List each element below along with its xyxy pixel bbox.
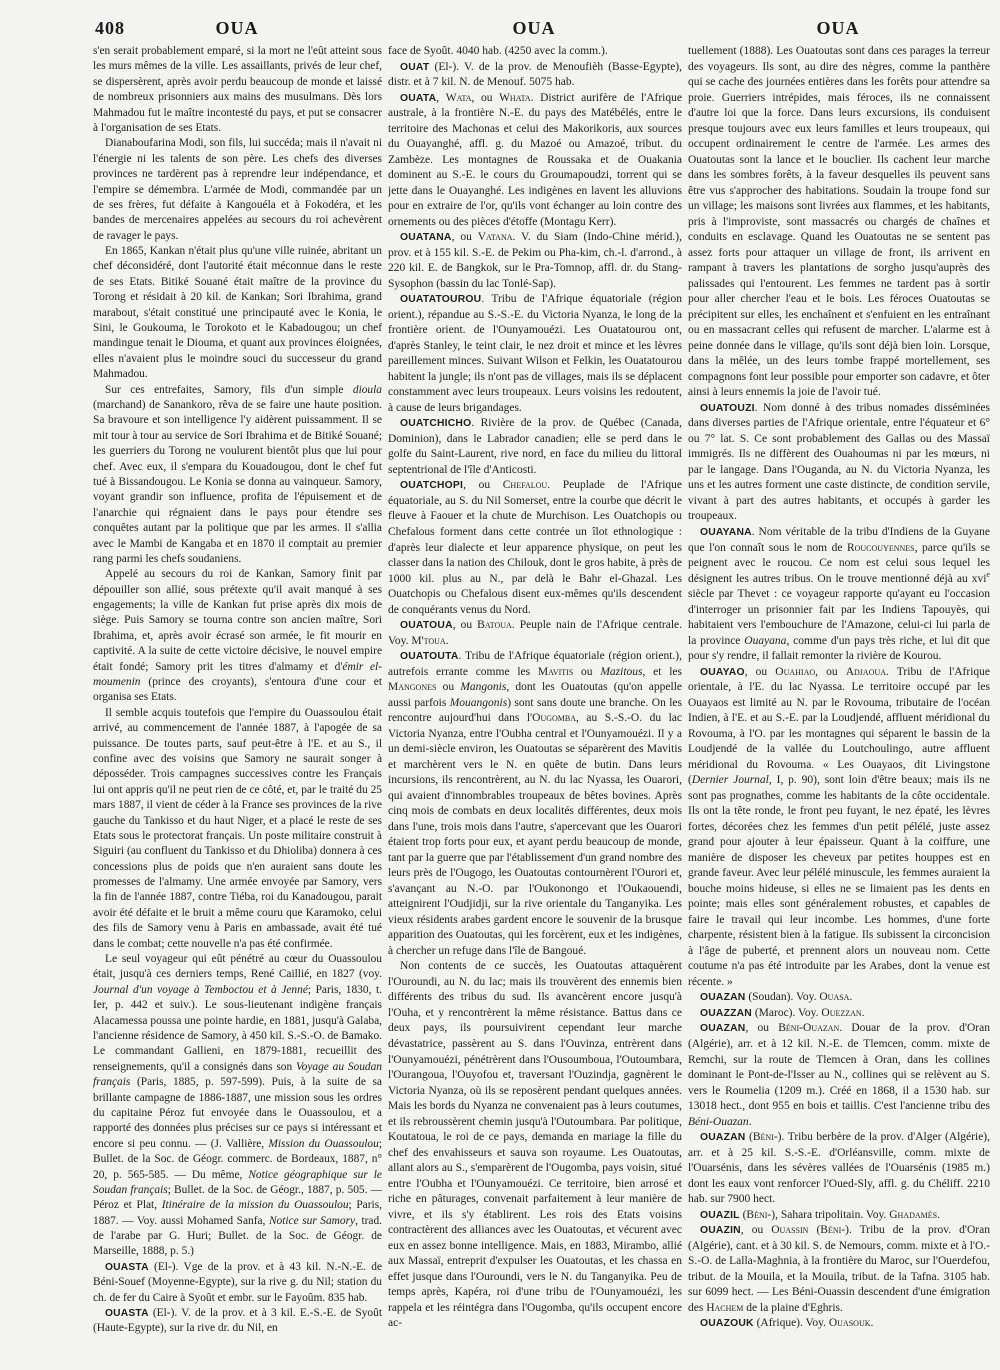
text-run: face de Syoût. 4040 hab. (4250 avec la comm.). bbox=[388, 45, 608, 57]
text-run: Wata bbox=[445, 91, 472, 104]
dictionary-entry bbox=[688, 1021, 990, 1130]
text-run: (Afrique). Voy. bbox=[753, 1317, 829, 1330]
paragraph bbox=[93, 567, 382, 706]
entry-headword: OUAZAN bbox=[700, 1023, 746, 1035]
dictionary-entry bbox=[688, 990, 990, 1006]
dictionary-entry bbox=[688, 1006, 990, 1022]
text-run: ou bbox=[573, 665, 601, 678]
text-run: (Paris, 1885, p. 597-599). Puis, à la suite de sa brillante campagne de 1886-1887, une mission sous les ordres du capitaine Péroz fut envoyée dans le Ouassoulou, et a rapporté des données plus précises sur ce pays si intéressant et encore si peu connu. — (J. Vallière, bbox=[93, 1076, 382, 1150]
text-run: Ouasouk bbox=[828, 1317, 871, 1330]
entry-headword: OUATCHOPI bbox=[400, 480, 464, 492]
dictionary-entry bbox=[388, 618, 682, 649]
dictionary-entry bbox=[388, 478, 682, 618]
text-run: ( bbox=[745, 1131, 753, 1144]
text-run: Mangones bbox=[388, 681, 437, 694]
text-run: ), Sahara tripolitain. Voy. bbox=[771, 1208, 890, 1221]
text-run: Roucouyennes bbox=[846, 541, 915, 554]
text-run: , bbox=[436, 91, 446, 104]
text-run: Notice sur Samory bbox=[268, 1214, 356, 1227]
entry-headword: OUASTA bbox=[105, 1261, 149, 1273]
text-run: Béni- bbox=[746, 1208, 772, 1221]
text-run: . bbox=[849, 991, 853, 1004]
entry-headword: OUAT bbox=[400, 61, 430, 73]
paragraph bbox=[93, 952, 382, 1260]
text-run: . Nom donné à des tribus nomades disséminées dans diverses parties de l'Afrique orientale, entre l'équateur et 6° ou 7° lat. S. Ce sont probablement des Gallas ou des Massaï immigrés. Ils ne diffèrent des Ouahoumas ni par les mœurs, ni par le langage. Dans l'Ouganda, au N. du Victoria Nyanza, les uns et les autres forment une caste distincte, de condition servile, vivant à part des autres habitants, et occupés à garder les troupeaux. bbox=[688, 401, 990, 523]
text-run: ( bbox=[739, 1208, 747, 1221]
entry-headword: OUATATOUROU bbox=[400, 294, 482, 306]
text-run: e bbox=[986, 569, 990, 579]
paragraph bbox=[688, 44, 990, 401]
paragraph bbox=[388, 44, 682, 60]
text-run: émir el-moumenin bbox=[93, 660, 382, 689]
column-3 bbox=[688, 44, 990, 1356]
text-run: , ou bbox=[463, 479, 503, 492]
text-run: Ouasa bbox=[819, 991, 850, 1004]
dictionary-entry bbox=[388, 91, 682, 231]
text-run: Journal d'un voyage à Temboctou et à Jenné bbox=[93, 983, 308, 996]
text-run: Mazitous bbox=[600, 665, 643, 678]
text-run: , ou bbox=[744, 665, 776, 678]
text-run: Béni-Ouazan bbox=[778, 1022, 840, 1035]
text-run: . Douar de la prov. d'Oran (Algérie), arr. et à 12 kil. N.-E. de Tlemcen, comm. mixte de Remchi, sur la route de Tlemcen à Oran, dans les collines dominant le Pont-de-l'Isser au N., collines qui se relèvent au S. vers le Roumelia (1209 m.). Créé en 1868, il a 1530 hab. sur 13018 hect., dont 955 en bois et taillis. C'est l'ancienne tribu des bbox=[688, 1022, 990, 1113]
text-run: . bbox=[937, 1208, 940, 1221]
text-run: , comme d'un pays très riche, et lui dit que pour s'y rendre, il fallait remonter la rivière de Kourou. bbox=[688, 634, 990, 663]
running-head-center: OUA bbox=[512, 18, 556, 38]
text-run: , ou bbox=[745, 1022, 779, 1035]
text-run: Mission du Ouassoulou bbox=[268, 1137, 379, 1150]
text-run: (El-). Vge de la prov. et à 43 kil. N.-N.-E. de Béni-Souef (Moyenne-Egypte), sur la rive g. du Nil; station du ch. de fer du Caire à Syoût et embr. sur le Fayoûm. 835 hab. bbox=[93, 1260, 382, 1304]
text-run: Notice géographique sur le Soudan français bbox=[93, 1168, 382, 1196]
text-run: (marchand) de Sanankoro, rêva de se faire une haute position. Sa bravoure et son intelligence l'y aidèrent puissamment. Il se mit tour à tour au service de Sori Ibrahima et de Bitiké Souané; les guerriers du Torong ne voulurent bientôt plus que lui pour chef. Avec eux, il s'empara du Kouadougou, dont le chef fut tué à Bissandougou. Le Konia se donna au vainqueur. Samory, voyant grandir son influence, profita de l'épuisement et de l'anarchie qui régnaient dans le pays pour étendre ses conquêtes autant par la politique que par les armes. Il s'allia avec le Mambi de Kangaba et en 1870 il comptait au premier rang parmi les chefs soudaniens. bbox=[93, 398, 382, 565]
text-run: , trad. de l'arabe par G. Huri; Bullet. de la Soc. de Géogr. de Marseille, 1888, p. 5.) bbox=[93, 1214, 382, 1258]
text-run: Ouassin bbox=[771, 1224, 809, 1237]
text-run: Batoua bbox=[477, 619, 512, 632]
text-run: , et les bbox=[642, 665, 682, 678]
text-run: (Soudan). Voy. bbox=[745, 991, 820, 1004]
text-run: Mavitis bbox=[537, 665, 574, 678]
entry-headword: OUATOUA bbox=[400, 620, 453, 632]
text-run: Non contents de ce succès, les Ouatoutas attaquèrent l'Ouroundi, au N. du lac; mais ils trouvèrent des ennemis bien différents des tribus du sud. Ils avancèrent encore jusqu'à l'Ouha, et y rencontrèrent la même résistance. Battus dans ce deux pays, ils poursuivirent cependant leur marche dévastatrice, passèrent au S. dans l'Ouvinza, entrèrent dans l'Ounyamouézi, pénétrèrent dans l'Ousoumboua, l'Outoumbara, l'Ourangoua, l'Ouyofou et, traversant l'Ouzindja, gagnèrent le Victoria Nyanza, où ils se reposèrent pendant quelques années. Mais les bords du Nyanza ne convenaient pas à leurs coutumes, et ils rebroussèrent chemin jusqu'à l'Outoumbara. Par politique, Koutatoua, le roi de ce pays, demanda en mariage la fille du chef des envahisseurs et sauva son royaume. Les Ouatoutas, allant alors au S., s'emparèrent de l'Ougomba, pays voisin, situé entre l'Oubha et l'Ounyamouézi. Ce territoire, bien arrosé et riche en pâturages, convenait parfaitement à leur manière de vivre, et ils s'y établirent. Les rois des Etats voisins contractèrent des alliances avec les Ouatoutas, et vécurent avec eux en assez bonne intelligence. Mais, en 1883, Mirambo, allié aux Massaï, entreprit d'expulser les Ouatoutas, et les chassa en effet jusque dans l'Ouroundi, vers le N. du Tanganyika. Peu de temps après, Kapéra, roi d'une tribu de l'Ounyamouézi, les rappela et les réintégra dans l'Ougomba, qu'ils occupent encore ac- bbox=[388, 960, 682, 1330]
entry-headword: OUATCHICHO bbox=[400, 418, 472, 430]
entry-headword: OUATOUZI bbox=[700, 402, 755, 414]
text-run: . Tribu de l'Afrique orientale, à l'E. du lac Nyassa. Le territoire occupé par les Ouayaos est limité au N. par le Rovouma, tributaire de l'océan Indien, à l'E. et au S.-E. par la Loudjendé, affluent méridional du Rovouma, à l'O. par les montagnes qui séparent le bassin de la Loudjendé de la vallée du Loutchoulingo, autre affluent méridional du Rovouma. « Les Ouayaos, dit Livingstone ( bbox=[688, 665, 990, 787]
text-run: , ou bbox=[471, 91, 500, 104]
running-head-right: OUA bbox=[816, 18, 860, 38]
text-run: , au S.-S.-O. du lac Victoria Nyanza, entre l'Oubha central et l'Ounyamouézi. Il y a un demi-siècle environ, les Ouatoutas se séparèrent des Mavitis et marchèrent vers le N. en quête de butin. Dans leurs incursions, ils rencontrèrent, au N. du lac Nyassa, les Ouarori, qui avaient d'innombrables troupeaux de bêtes bovines. Après cinq mois de combats en deux localités différentes, deux mois dans l'une, trois mois dans l'autre, s'apercevant que les Ouarori étaient trop forts pour eux, et ayant perdu beaucoup de monde, tant par la guerre que par l'établissement d'un grand nombre des leurs près de l'Ougogo, les Ouatoutas contournèrent l'Ourori et, s'avançant au N.-O. par l'Oukonongo et l'Oukaouendi, atteignirent l'Oudjidji, sur la rive orientale du Tanganyika. Les vieux résidents arabes gardent encore le souvenir de la brusque apparition des Ouatoutas, qui les forcèrent, eux et les indigènes, à chercher un refuge dans l'île de Bangoué. bbox=[388, 712, 682, 957]
text-run: . bbox=[861, 1006, 865, 1019]
text-run: Hachem bbox=[706, 1301, 744, 1314]
entry-headword: OUAZZAN bbox=[700, 1007, 752, 1019]
text-run: En 1865, Kankan n'était plus qu'une ville ruinée, abritant un chef déconsidéré, dont l'autorité était méconnue dans le reste de ses Etats. Bitiké Souané était maître de la province du Torong et résidait à 20 kil. de Kankan; Sori Ibrahima, grand marabout, s'était constitué une principauté avec le Konia, le Sini, le Goukouma, le Torokoto et le Kabadougou; un chef mandingue tenait le Diouma, et quant aux provinces éloignées, elles n'avaient plus le moindre souci du successeur du grand Mahmadou. bbox=[93, 245, 382, 381]
text-run: Ouahiao bbox=[775, 665, 816, 678]
text-run: . Rivière de la prov. de Québec (Canada, Dominion), dans le Labrador canadien; elle se perd dans le golfe du Saint-Laurent, rive nord, en face du milieu du littoral septentrional de l'île d'Anticosti. bbox=[388, 417, 682, 476]
text-run: Le seul voyageur qui eût pénétré au cœur du Ouassoulou était, jusqu'à ces derniers temps, René Caillié, en 1827 (voy. bbox=[93, 953, 382, 981]
dictionary-entry bbox=[688, 525, 990, 665]
text-run: tuellement (1888). Les Ouatoutas sont dans ces parages la terreur des voyageurs. Ils sont, au dire des nègres, comme la panthère qui se cache des journées entières dans les forêts pour attendre sa proie. Guerriers intrépides, mais féroces, ils ne connaissent d'autre loi que la force. Dans leurs excursions, ils conduisent presque toujours avec eux leurs familles et leurs troupeaux, qui occupent ordinairement le centre de l'armée. Les armes des Ouatoutas sont la lance et le bouclier. Ils cachent leur marche dans les sombres forêts, à la faveur desquelles ils peuvent sans être vus s'approcher des habitations. Soudain la troupe fond sur un village; les maisons sont livrées aux flammes, et les habitants, pris à l'improviste, sont massacrés ou chargés de chaînes et conduits en esclavage. Quand les Ouatoutas ne se sentent pas assez forts pour attaquer un village de front, ils arrivent en rampant à travers les plantations de sorgho jusqu'auprès des palissades qui l'entourent. Les femmes ne tardent pas à sortir pour aller chercher l'eau et le bois. Les féroces Ouatoutas se précipitent sur elles, les enchaînent et s'enfuient en les entraînant ou en massacrant celles qui refusent de marcher. L'alarme est à peine donnée dans le village, qu'ils sont déjà bien loin. Lorsque, dans la mêlée, un des leurs tombe frappé mortellement, ses compagnons font leur possible pour emporter son cadavre, et ôter ainsi à leurs ennemis la joie de l'avoir tué. bbox=[688, 45, 990, 399]
dictionary-entry bbox=[93, 1306, 382, 1337]
text-run: ou bbox=[436, 681, 461, 694]
entry-headword: OUAYANA bbox=[700, 526, 752, 538]
text-run: Ouayana bbox=[744, 634, 787, 647]
text-run: (El-). V. de la prov. et à 3 kil. E.-S.-E. de Syoût (Haute-Egypte), sur la rive dr. du Nil, en bbox=[93, 1307, 382, 1335]
entry-headword: OUAZAN bbox=[700, 1132, 746, 1144]
paragraph bbox=[93, 136, 382, 244]
text-run: . V. du Siam (Indo-Chine mérid.), prov. et à 155 kil. S.-E. de Pekim ou Pha-kim, ch.-l. d'arrond., à 220 kil. E. de Bangkok, sur le Pra-Tomnop, affl. dr. du Stang-Sysophon (bassin du lac Tonlé-Sap). bbox=[388, 231, 682, 290]
text-run: dioula bbox=[352, 383, 382, 396]
text-run: , I, p. 90), sont loin d'être beaux; mais ils ne sont pas prognathes, comme les habitants de la côte occidentale. Ils ont la tête ronde, le front peu fuyant, le nez épaté, les lèvres fortes, décorées chez les femmes d'un petit pélélé, juste assez grand pour ajouter à leur épaisseur. Quant à la coiffure, une manière de disposer les cheveux par petites houppes est en grande faveur. Avec leur pélélé minuscule, les femmes auraient la bouche moins hideuse, si elles ne se limaient pas les dents en pointe; mais elles sont généralement robustes, et capables de faire le travail qui leur incombe. Les hommes, d'une forte charpente, résistent bien à la fatigue. Ils subissent la circoncision à l'âge de puberté, et prennent alors un nouveau nom. Cette coutume n'a pas été introduite par les Arabes, dont la venue est récente. » bbox=[688, 774, 990, 988]
dictionary-entry bbox=[388, 60, 682, 91]
paragraph bbox=[93, 706, 382, 952]
text-run: ) sont sans doute une branche. On les rencontre aujourd'hui dans l' bbox=[388, 696, 682, 725]
text-run: , ou bbox=[452, 619, 478, 632]
text-run: , ou bbox=[740, 1224, 772, 1237]
dictionary-entry bbox=[388, 649, 682, 959]
dictionary-entry bbox=[388, 230, 682, 292]
text-run: Ouezzan bbox=[821, 1006, 862, 1019]
running-head-left: OUA bbox=[215, 18, 259, 38]
text-run: Itinéraire de la mission du Ouassoulou bbox=[161, 1199, 349, 1212]
text-run: ). Tribu berbère de la prov. d'Alger (Algérie), arr. et à 25 kil. S.-S.-E. d'Orléansville, comm. mixte de l'Ouarsénis, dans les sévères vallées de l'Ouarsénis (1985 m.) dont les eaux vont renforcer l'Oued-Sly, affl. g. du Chéliff. 2210 hab. sur 7900 hect. bbox=[688, 1131, 990, 1206]
text-run: s'en serait probablement emparé, si la mort ne l'eût atteint sous les murs mêmes de la ville. Les assaillants, privés de leur chef, se dispersèrent, après avoir perdu beaucoup de monde et laissé de nombreux prisonniers aux mains des musulmans. Dès lors Mahmadou fut le maître incontesté du pays, et put se consacrer à l'organisation de ses Etats. bbox=[93, 45, 382, 134]
column-1 bbox=[93, 44, 382, 1356]
text-run: ; Bullet. de la Soc. de Géogr., 1887, p. 505. — Péroz et Plat, bbox=[93, 1183, 382, 1212]
paragraph bbox=[93, 383, 382, 568]
entry-headword: OUASTA bbox=[105, 1308, 149, 1320]
dictionary-entry bbox=[388, 416, 682, 478]
text-run: . bbox=[445, 634, 449, 647]
text-run: Il semble acquis toutefois que l'empire du Ouassoulou était arrivé, au commencement de l'année 1887, à l'apogée de sa puissance. De toutes parts, sauf peut-être à l'E. et au S., il confine avec des voisins que Samory ne saurait songer à déposséder. Trois campagnes successives contre les Français lui ont appris qu'il ne peut rien de ce côté, et, par le traité du 25 mars 1887, il vient de céder à la France ses provinces de la rive gauche du Tankisso et du haut Niger, et a placé le reste de ses Etats sous le protectorat français. Un poste militaire construit à Siguiri (au confluent du Tankisso et du Dhioliba) donnera à ces concessions plus de poids que n'en auraient sans doute les promesses de l'almamy. Une armée envoyée par Samory, vers la fin de l'année 1887, contre Tiéba, roi du Kanadougou, parait avoir été défaite et le bruit a même couru que Karamoko, celui des fils de Samory venu à Paris en ambassade, avait été tué dans le combat; cette nouvelle n'a pas été confirmée. bbox=[93, 706, 382, 950]
dictionary-entry bbox=[688, 1130, 990, 1208]
entry-headword: OUATA bbox=[400, 92, 437, 104]
text-run: Sur ces entrefaites, Samory, fils d'un simple bbox=[105, 383, 353, 396]
text-run: Voyage au Soudan français bbox=[93, 1060, 382, 1089]
dictionary-entry bbox=[388, 292, 682, 416]
text-run: (prince des croyants), s'entoura d'une cour et organisa ses Etats. bbox=[93, 676, 382, 704]
dictionary-entry bbox=[688, 401, 990, 525]
entry-headword: OUAZOUK bbox=[700, 1318, 754, 1330]
text-run: Adjaoua bbox=[845, 665, 887, 678]
dictionary-entry bbox=[688, 1208, 990, 1224]
text-run: de la plaine d'Eghris. bbox=[743, 1301, 843, 1314]
text-run: Chefalou bbox=[502, 479, 548, 492]
text-run: Mangonis bbox=[460, 681, 507, 694]
text-run: . Nom véritable de la tribu d'Indiens de la Guyane que l'on connaît sous le nom de bbox=[688, 525, 990, 554]
text-run: Béni- bbox=[752, 1131, 778, 1144]
dictionary-entry bbox=[688, 1316, 990, 1332]
text-run: Whata bbox=[499, 91, 531, 104]
entry-headword: OUAZIN bbox=[700, 1225, 741, 1237]
text-run: . Peuple nain de l'Afrique centrale. Voy. bbox=[388, 619, 682, 647]
entry-headword: OUAYAO bbox=[700, 666, 745, 678]
text-run: ( bbox=[808, 1224, 821, 1237]
text-run: Dianaboufarina Modi, son fils, lui succéda; mais il n'avait ni l'énergie ni les talents de son père. Les chefs des diverses provinces ne tardèrent pas à reprendre leur indépendance, et l'empire se démembra. L'armée de Modi, commandée par un de ses frères, fut défaite à Kangouéla et à Fokodéra, et les bandes de mercenaires appelées au secours du roi achevèrent de ravager le pays. bbox=[93, 137, 382, 242]
text-run: ; Bullet. de la Soc. de Géogr. commerc. de Bordeaux, 1887, n° 20, p. 565-585. — Du même, bbox=[93, 1137, 382, 1181]
text-run: Dernier Journal bbox=[691, 774, 769, 787]
text-run: . Tribu de l'Afrique équatoriale (région orient.), autrefois errante comme les bbox=[388, 650, 682, 678]
text-run: (Maroc). Voy. bbox=[751, 1006, 822, 1019]
text-run: . Peuplade de l'Afrique équatoriale, au S. du Nil Somerset, entre la courbe que décrit le fleuve à Faouer et la chute de Murchison. Les Ouatchopis ou Chefalous forment dans cette contrée un îlot ethnologique : d'après leur dialecte et leur apparence physique, on peut les classer dans la nation des Chilouk, dont le gros habite, à près de 1000 kil. plus au N., par delà le Bahr el-Ghazal. Les Ouatchopis ou Chefalous disent eux-mêmes qu'ils descendent de conquérants venus du Nord. bbox=[388, 479, 682, 616]
paragraph bbox=[388, 959, 682, 1331]
text-run: siècle par Thevet : ce voyageur rapporte qu'ayant eu l'occasion d'interroger un prisonnier fait par les Indiens Tapouyès, qui habitaient vers l'embouchure de l'Amazone, celui-ci lui parla de la province bbox=[688, 588, 990, 647]
page-number: 408 bbox=[95, 18, 125, 38]
text-run: ; Paris, 1830, t. Ier, p. 442 et suiv.). Le sous-lieutenant indigène français Alacamessa poussa une pointe hardie, en 1881, jusqu'à Galaba, l'ancienne résidence de Samory, à 450 kil. S.-S.-O. de Bamako. Le commandant Gallieni, en 1879-1881, recueillit des renseignements, qu'il a consignés dans son bbox=[93, 983, 382, 1073]
text-run: Béni-Ouazan bbox=[688, 1115, 749, 1128]
text-run: Vatana bbox=[477, 231, 513, 244]
column-2 bbox=[388, 44, 682, 1356]
text-run: Béni- bbox=[820, 1224, 846, 1237]
dictionary-entry bbox=[93, 1260, 382, 1306]
text-run: , parce qu'ils se peignent avec le roucou. Ce nom est celui sous lequel les désignent les autres tribus. On le trouve mentionné déjà au xvi bbox=[688, 541, 990, 585]
paragraph bbox=[93, 244, 382, 383]
paragraph bbox=[93, 44, 382, 136]
text-run: M'toua bbox=[411, 634, 446, 647]
text-run: Ougomba bbox=[532, 712, 577, 725]
text-run: ). Tribu de la prov. d'Oran (Algérie), cant. et à 30 kil. S. de Nemours, comm. mixte et à l'O.-S.-O. de Lalla-Maghnia, à la frontière du Maroc, sur l'Ouerdefou, tribut. de la Mouila, et la Mouila, tribut. de la Tafna. 3105 hab. sur 6099 hect. — Les Béni-Ouassin descendent d'une émigration des bbox=[688, 1224, 990, 1314]
text-run: , dont les Ouatoutas (qu'on appelle aussi parfois bbox=[388, 681, 682, 709]
dictionary-entry bbox=[688, 1223, 990, 1316]
entry-headword: OUATANA bbox=[400, 232, 452, 244]
text-run: Appelé au secours du roi de Kankan, Samory finit par dépouiller son allié, sous prétexte qu'il avait manqué à ses engagements; la ville de Kankan fut prise après dix mois de siège. Puis Samory se tourna contre son ancien maître, Sori Ibrahima, et, après avoir écrasé son armée, le fit mourir en captivité. A la suite de cette victoire décisive, le nouvel empire était fondé; Samory prit les titres d'almamy et d' bbox=[93, 568, 382, 673]
text-run: . bbox=[870, 1317, 874, 1330]
entry-headword: OUAZAN bbox=[700, 992, 746, 1004]
entry-headword: OUAZIL bbox=[700, 1209, 740, 1221]
text-run: Ghadamès bbox=[889, 1208, 938, 1221]
text-run: ; Paris, 1887. — Voy. aussi Mohamed Sanfa, bbox=[93, 1199, 382, 1227]
text-run: . District aurifère de l'Afrique australe, à la frontière N.-E. du pays des Matébélés, entre le territoire des Machonas et celui des Makorikoris, aux sources du Ouayanghé, affl. g. du Mazoé ou Amazoé, tribut. du Zambèze. Les montagnes de Roussaka et de Ouakania dominent au S.-E. le cours du Groumapoudzi, torrent qui se jette dans le Ouayanghé. Les indigènes en lavent les alluvions pour en extraire de l'or, qu'ils vont échanger au loin contre des ornements ou des pièces d'étoffe (Montagu Kerr). bbox=[388, 91, 682, 228]
text-run: (El-). V. de la prov. de Menoufièh (Basse-Egypte), distr. et à 7 kil. N. de Menouf. 5075 hab. bbox=[388, 60, 682, 89]
text-run: . Tribu de l'Afrique équatoriale (région orient.), répandue au S.-S.-E. du Victoria Nyanza, le long de la frontière orient. de l'Ounyamouézi. Les Ouatatourou ont, d'après Stanley, le teint clair, le nez droit et mince et les lèvres pareillement minces. Suivant Wilson et Felkin, les Ouatatourou habitent la jungle; ils n'ont pas de villages, mais ils se déplacent constamment avec leurs troupeaux. Leurs voisins les redoutent, à cause de leurs brigandages. bbox=[388, 293, 682, 414]
entry-headword: OUATOUTA bbox=[400, 651, 459, 663]
text-run: , ou bbox=[815, 665, 846, 678]
text-run: , ou bbox=[451, 231, 478, 244]
text-run: . bbox=[748, 1115, 752, 1128]
text-run: Mouangonis bbox=[449, 696, 508, 709]
dictionary-entry bbox=[688, 665, 990, 991]
